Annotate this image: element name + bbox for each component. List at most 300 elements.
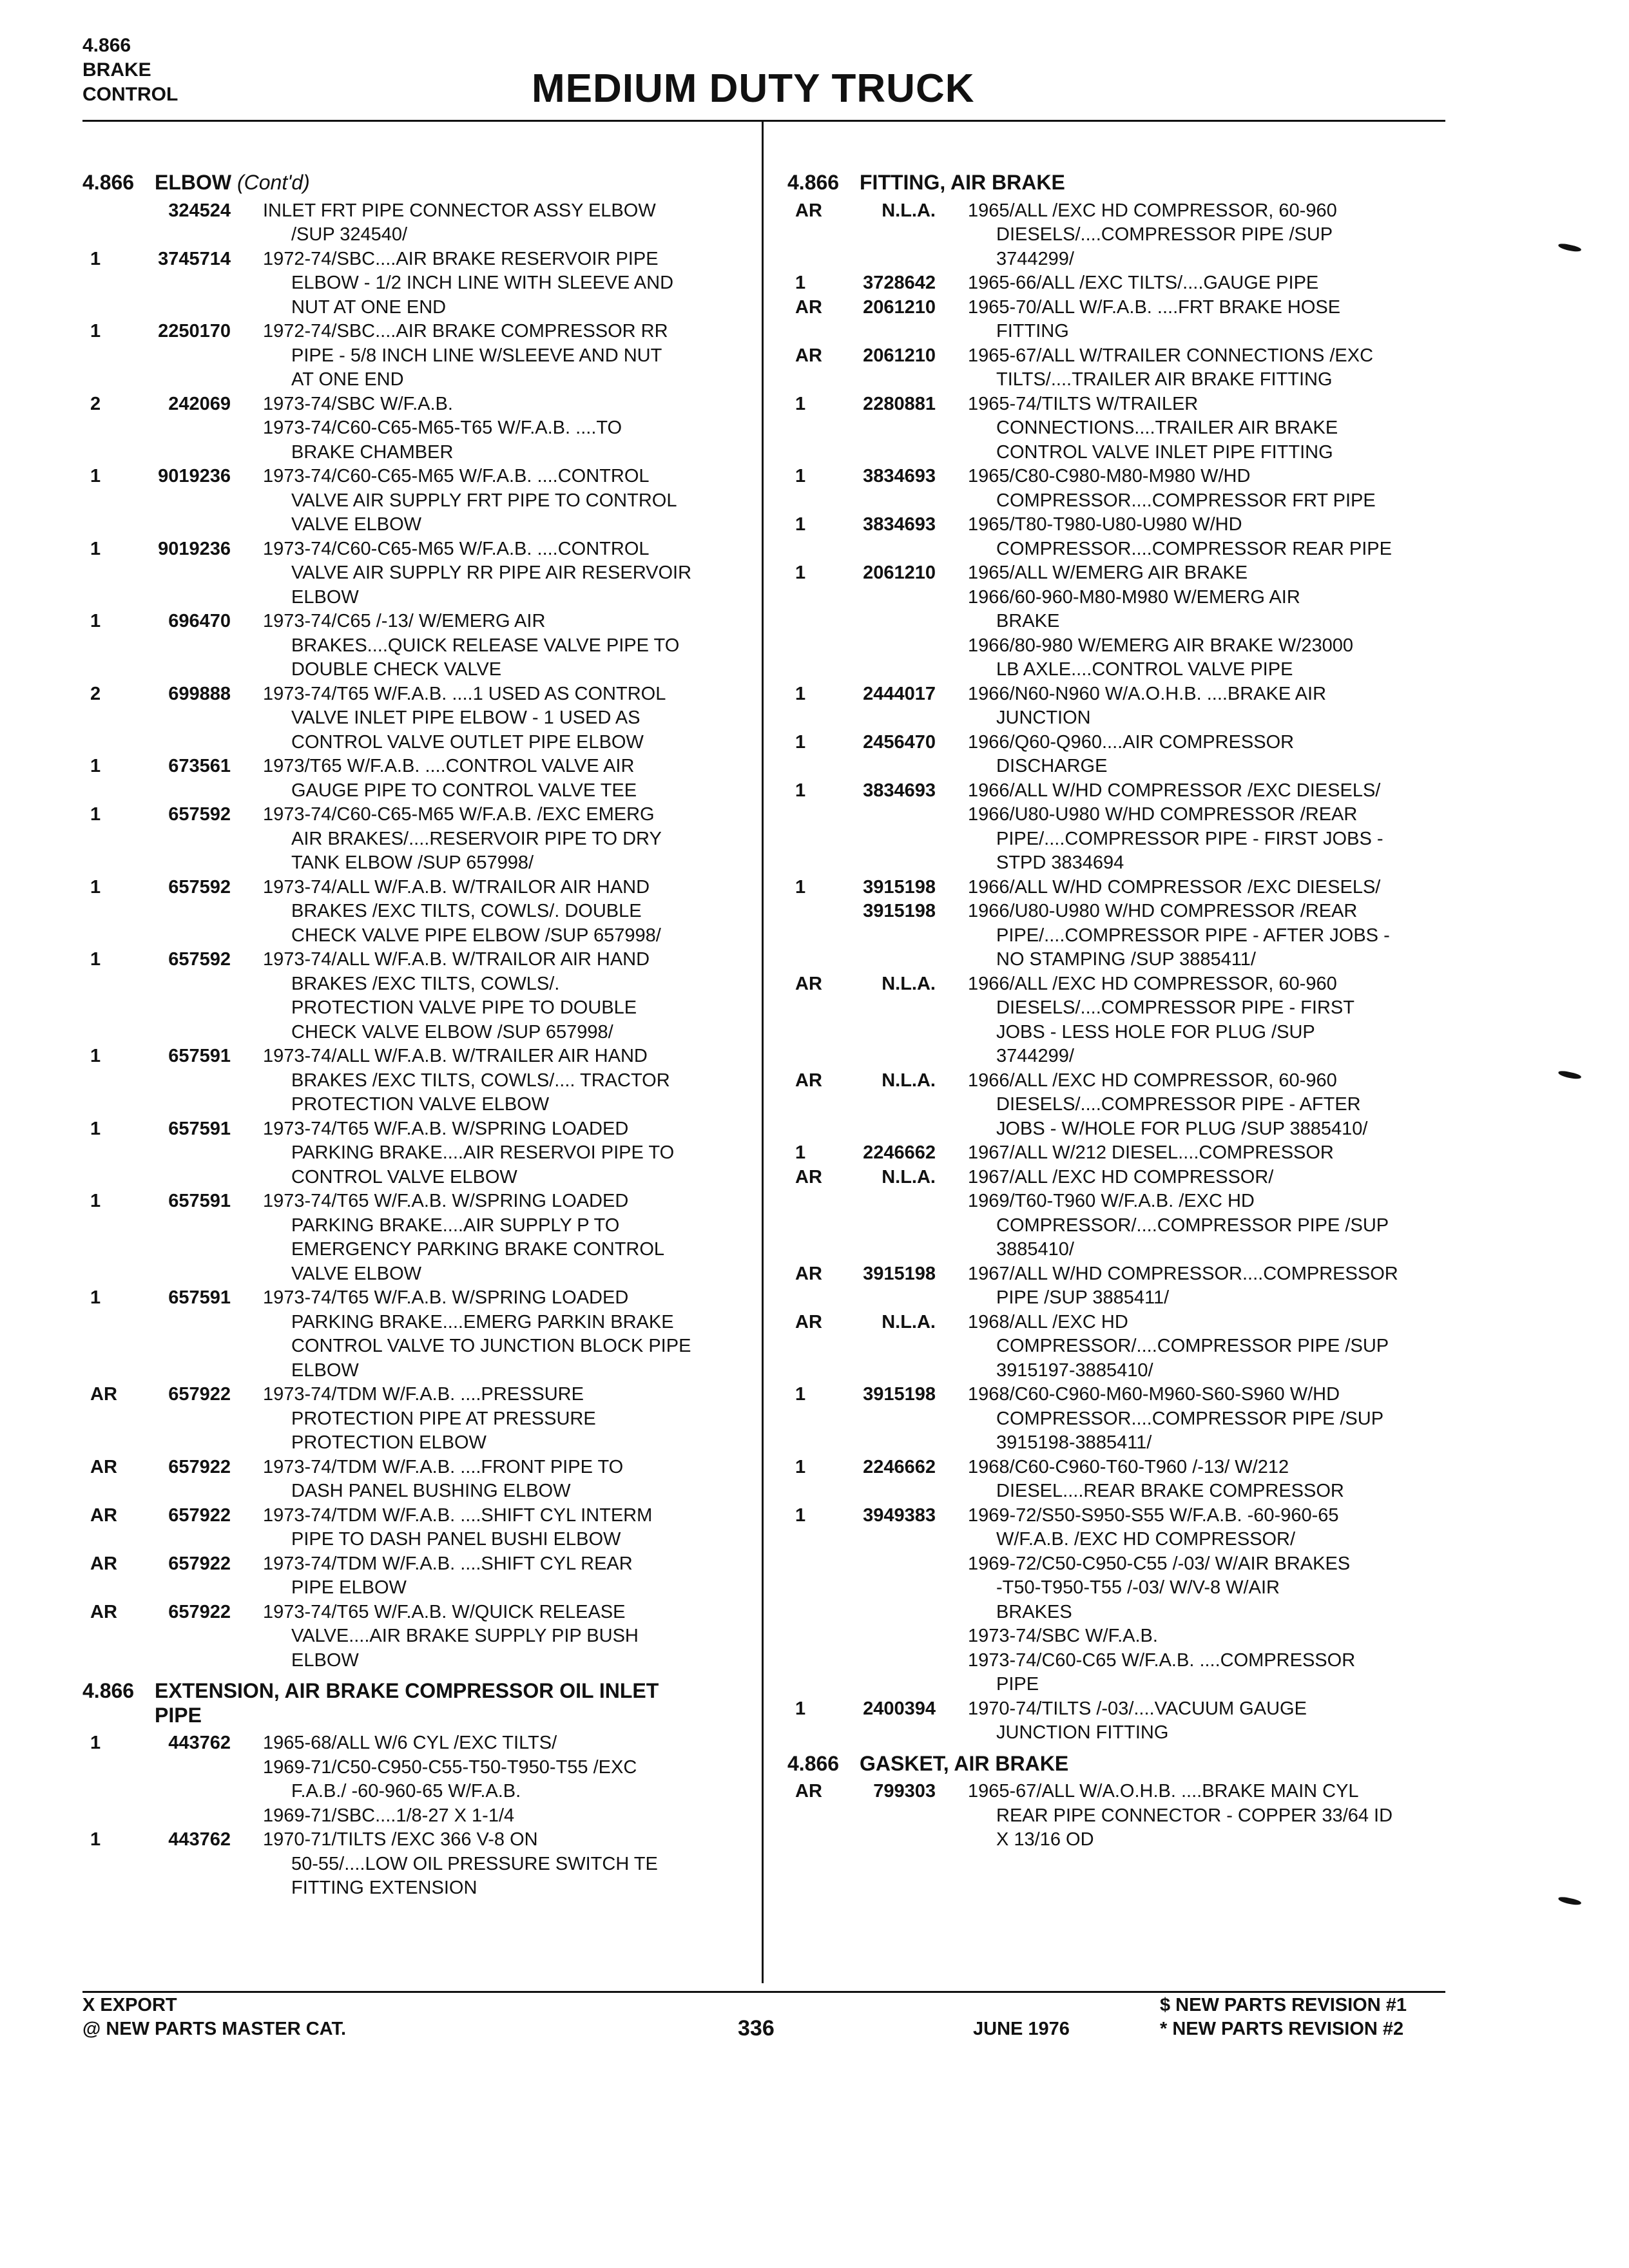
section-heading	[82, 171, 753, 195]
description-line: CHECK VALVE ELBOW /SUP 657998/	[291, 1021, 613, 1043]
description-line: CONTROL VALVE INLET PIPE FITTING	[996, 441, 1333, 463]
description-line: 3885410/	[996, 1239, 1074, 1260]
part-number-value: 2061210	[863, 296, 936, 318]
part-number	[134, 1456, 231, 1504]
description-line: 1965-67/ALL W/A.O.H.B. ....BRAKE MAIN CYL	[968, 1781, 1359, 1802]
part-description	[231, 1044, 753, 1117]
part-number	[134, 682, 231, 755]
description-line: /SUP 324540/	[291, 224, 408, 245]
part-entry	[82, 948, 753, 1044]
description-line: JUNCTION FITTING	[996, 1722, 1169, 1743]
description-line: 1972-74/SBC....AIR BRAKE RESERVOIR PIPE	[263, 248, 659, 269]
description-line: STPD 3834694	[996, 852, 1124, 873]
description-line: DIESELS/....COMPRESSOR PIPE /SUP	[996, 224, 1333, 245]
part-number-value: 3728642	[863, 273, 936, 293]
description-line: DIESEL....REAR BRAKE COMPRESSOR	[996, 1481, 1344, 1501]
part-quantity: 1	[795, 683, 806, 704]
part-number-value: 2246662	[863, 1142, 936, 1163]
description-line: 1969-72/S50-S950-S55 W/F.A.B. -60-960-65	[968, 1504, 1339, 1526]
part-number-value: 657922	[168, 1384, 231, 1405]
description-line: 1973-74/ALL W/F.A.B. W/TRAILER AIR HAND	[263, 1046, 648, 1066]
part-entry	[82, 682, 753, 755]
description-line: BRAKE	[996, 611, 1060, 631]
part-description	[936, 1141, 1445, 1166]
part-description	[231, 754, 753, 803]
part-description	[936, 271, 1445, 296]
left-column	[82, 164, 753, 1901]
description-line: PIPE	[996, 1674, 1039, 1695]
part-entry	[787, 731, 1445, 779]
part-number-value: 696470	[168, 611, 231, 631]
description-line: 1965-74/TILTS W/TRAILER	[968, 393, 1199, 414]
part-number-value: 657591	[168, 1287, 231, 1308]
description-line: 1973-74/SBC W/F.A.B.	[263, 393, 453, 414]
part-description	[231, 610, 753, 682]
part-number	[839, 1166, 936, 1262]
part-number-value: 657592	[168, 949, 231, 970]
description-line: DISCHARGE	[996, 756, 1108, 776]
part-description	[231, 1189, 753, 1286]
margin-tick-mark	[1557, 242, 1581, 253]
part-quantity: AR	[795, 1070, 822, 1091]
part-quantity: 1	[795, 1504, 806, 1526]
description-line: 1973-74/ALL W/F.A.B. W/TRAILOR AIR HAND	[263, 949, 650, 970]
part-quantity: 1	[795, 1142, 806, 1163]
part-number	[134, 1189, 231, 1286]
description-line: NO STAMPING /SUP 3885411/	[996, 949, 1256, 970]
description-line: CONTROL VALVE ELBOW	[291, 1166, 517, 1187]
description-line: 1973-74/T65 W/F.A.B. W/SPRING LOADED	[263, 1118, 629, 1139]
part-description	[231, 320, 753, 392]
description-line: GAUGE PIPE TO CONTROL VALVE TEE	[291, 780, 637, 801]
part-number	[839, 392, 936, 465]
part-number	[134, 199, 231, 247]
part-description	[936, 1166, 1445, 1262]
footer-revision-2: * NEW PARTS REVISION #2	[1160, 2019, 1404, 2039]
description-line: ELBOW	[291, 1360, 359, 1381]
part-entry	[82, 754, 753, 803]
description-line: PROTECTION VALVE ELBOW	[291, 1094, 550, 1115]
description-line: VALVE ELBOW	[291, 1263, 421, 1284]
part-quantity: 1	[90, 321, 101, 341]
footer-rule	[82, 1991, 1445, 1993]
part-number-value: 2061210	[863, 562, 936, 583]
part-quantity: 1	[795, 1384, 806, 1405]
description-line: BRAKE CHAMBER	[291, 441, 454, 463]
part-description	[231, 1383, 753, 1456]
description-line: 3744299/	[996, 248, 1074, 269]
part-entry	[82, 610, 753, 682]
section-note: (Cont'd)	[236, 171, 310, 194]
part-number	[134, 754, 231, 803]
part-entry	[82, 537, 753, 610]
part-number	[839, 1456, 936, 1504]
description-line: ELBOW	[291, 586, 359, 608]
description-line: NUT AT ONE END	[291, 296, 447, 318]
description-line: 1973-74/TDM W/F.A.B. ....SHIFT CYL INTERM	[263, 1504, 653, 1526]
description-line: INLET FRT PIPE CONNECTOR ASSY ELBOW	[263, 200, 656, 221]
description-line: 1973-74/T65 W/F.A.B. W/QUICK RELEASE	[263, 1601, 626, 1622]
description-line: JOBS - W/HOLE FOR PLUG /SUP 3885410/	[996, 1118, 1368, 1139]
part-number-value: 3745714	[158, 248, 231, 269]
part-number-value: N.L.A.	[882, 200, 936, 221]
part-description	[936, 296, 1445, 344]
part-number	[839, 1383, 936, 1456]
part-quantity: 1	[90, 466, 101, 486]
margin-tick-mark	[1557, 1896, 1581, 1906]
part-entry	[82, 465, 753, 537]
part-number	[839, 1069, 936, 1142]
part-quantity: 2	[90, 683, 101, 704]
description-line: 1965/ALL /EXC HD COMPRESSOR, 60-960	[968, 200, 1337, 221]
description-line: BRAKES /EXC TILTS, COWLS/.... TRACTOR	[291, 1070, 670, 1091]
part-quantity: 1	[795, 514, 806, 535]
part-number-value: N.L.A.	[882, 1166, 936, 1187]
part-quantity: 1	[90, 611, 101, 631]
description-line: REAR PIPE CONNECTOR - COPPER 33/64 ID	[996, 1805, 1393, 1826]
part-number-value: 657591	[168, 1118, 231, 1139]
part-description	[936, 199, 1445, 272]
description-line: CONTROL VALVE OUTLET PIPE ELBOW	[291, 731, 644, 753]
part-number	[839, 296, 936, 344]
part-entry	[787, 1780, 1445, 1852]
part-number	[839, 344, 936, 392]
part-quantity: AR	[795, 1311, 822, 1332]
part-entry	[787, 1697, 1445, 1745]
description-line: FITTING EXTENSION	[291, 1878, 477, 1898]
part-quantity: 1	[90, 1118, 101, 1139]
part-entry	[82, 1456, 753, 1504]
description-line: 1968/C60-C960-M60-M960-S60-S960 W/HD	[968, 1384, 1340, 1405]
description-line: 1965/C80-C980-M80-M980 W/HD	[968, 466, 1251, 486]
description-line: DIESELS/....COMPRESSOR PIPE - FIRST	[996, 997, 1354, 1018]
part-number-value: 2250170	[158, 321, 231, 341]
part-quantity: AR	[795, 296, 822, 318]
description-line: EMERGENCY PARKING BRAKE CONTROL	[291, 1239, 665, 1260]
margin-tick-mark	[1557, 1070, 1581, 1080]
description-line: 50-55/....LOW OIL PRESSURE SWITCH TE	[291, 1853, 658, 1874]
section-heading	[787, 1752, 1445, 1776]
description-line: LB AXLE....CONTROL VALVE PIPE	[996, 659, 1293, 680]
part-quantity: 1	[90, 804, 101, 825]
part-quantity: 1	[795, 876, 806, 898]
description-line: 1973-74/C60-C65-M65 W/F.A.B. ....CONTROL	[263, 466, 650, 486]
description-line: BRAKES	[996, 1601, 1072, 1622]
part-quantity: 1	[795, 562, 806, 583]
part-description	[231, 876, 753, 948]
part-number	[134, 392, 231, 465]
description-line: 1970-71/TILTS /EXC 366 V-8 ON	[263, 1829, 538, 1850]
part-number-value: 657592	[168, 876, 231, 898]
description-line: PARKING BRAKE....EMERG PARKIN BRAKE	[291, 1311, 674, 1332]
part-quantity: 1	[90, 949, 101, 970]
part-entry	[82, 199, 753, 247]
part-number	[839, 1311, 936, 1383]
part-number-value: 324524	[168, 200, 231, 221]
part-number	[134, 1731, 231, 1828]
part-number	[839, 1504, 936, 1697]
header-group-1: BRAKE	[82, 59, 151, 81]
footer-date: JUNE 1976	[973, 2019, 1070, 2039]
part-number	[134, 320, 231, 392]
part-quantity: 1	[90, 1287, 101, 1308]
description-line: 1966/ALL W/HD COMPRESSOR /EXC DIESELS/	[968, 876, 1381, 898]
part-quantity: 1	[795, 780, 806, 801]
description-line: X 13/16 OD	[996, 1829, 1094, 1850]
part-number-value: 2280881	[863, 393, 936, 414]
part-quantity: AR	[795, 973, 822, 994]
description-line: AT ONE END	[291, 369, 404, 390]
part-description	[936, 1311, 1445, 1383]
part-number-value: 657922	[168, 1553, 231, 1574]
part-entry	[787, 1383, 1445, 1456]
part-entry	[787, 682, 1445, 731]
section-heading	[82, 1679, 753, 1727]
part-description	[936, 1504, 1445, 1697]
part-entry	[787, 392, 1445, 465]
part-number	[839, 1780, 936, 1852]
description-line: 1968/ALL /EXC HD	[968, 1311, 1128, 1332]
description-line: COMPRESSOR/....COMPRESSOR PIPE /SUP	[996, 1336, 1389, 1356]
part-entry	[82, 803, 753, 876]
part-description	[231, 1552, 753, 1600]
description-line: 1966/60-960-M80-M980 W/EMERG AIR	[968, 586, 1300, 608]
part-description	[231, 682, 753, 755]
part-entry	[787, 876, 1445, 972]
part-entry	[787, 779, 1445, 876]
part-number	[839, 1141, 936, 1166]
part-entry	[82, 1552, 753, 1600]
section-title	[860, 1752, 1445, 1776]
part-number	[134, 1383, 231, 1456]
description-line: 1967/ALL W/HD COMPRESSOR....COMPRESSOR	[968, 1263, 1398, 1284]
part-entry	[82, 1383, 753, 1456]
description-line: PIPE /SUP 3885411/	[996, 1287, 1170, 1308]
part-entry	[82, 1286, 753, 1383]
section-title-text: EXTENSION, AIR BRAKE COMPRESSOR OIL INLET	[155, 1679, 659, 1702]
part-description	[936, 465, 1445, 513]
part-quantity: 1	[90, 756, 101, 776]
description-line: 1973-74/C60-C65-M65 W/F.A.B. /EXC EMERG	[263, 804, 655, 825]
description-line: TILTS/....TRAILER AIR BRAKE FITTING	[996, 369, 1333, 390]
description-line: F.A.B./ -60-960-65 W/F.A.B.	[291, 1781, 521, 1802]
page-number: 336	[738, 2016, 775, 2041]
section-title-text: FITTING, AIR BRAKE	[860, 171, 1065, 194]
section-code: 4.866	[82, 1679, 135, 1702]
part-entry	[82, 1600, 753, 1673]
description-line: CONNECTIONS....TRAILER AIR BRAKE	[996, 418, 1338, 438]
part-description	[936, 1383, 1445, 1456]
part-description	[936, 1780, 1445, 1852]
part-quantity: AR	[90, 1384, 117, 1405]
footer-master-legend: @ NEW PARTS MASTER CAT.	[82, 2019, 347, 2039]
description-line: 1973-74/TDM W/F.A.B. ....PRESSURE	[263, 1384, 584, 1405]
description-line: 1967/ALL /EXC HD COMPRESSOR/	[968, 1166, 1274, 1187]
description-line: 1969-71/SBC....1/8-27 X 1-1/4	[263, 1805, 515, 1826]
part-entry	[787, 344, 1445, 392]
part-entry	[787, 1504, 1445, 1697]
right-column	[787, 164, 1445, 1852]
part-number-value: 3915198	[863, 876, 936, 898]
part-quantity: AR	[795, 1166, 822, 1187]
part-quantity: 1	[795, 393, 806, 414]
part-quantity: AR	[795, 1781, 822, 1802]
section-title	[155, 171, 753, 195]
part-number-value: 443762	[168, 1733, 231, 1753]
description-line: DOUBLE CHECK VALVE	[291, 659, 502, 680]
part-number	[134, 1504, 231, 1552]
part-number-value: N.L.A.	[882, 1311, 936, 1332]
part-number	[839, 465, 936, 513]
part-number	[134, 948, 231, 1044]
section-title-text: ELBOW	[155, 171, 232, 194]
part-number	[839, 779, 936, 876]
part-description	[231, 1504, 753, 1552]
part-entry	[82, 247, 753, 320]
part-quantity: AR	[795, 1263, 822, 1284]
description-line: 1973-74/SBC W/F.A.B.	[968, 1626, 1158, 1646]
part-quantity: AR	[90, 1504, 117, 1526]
description-line: 1966/U80-U980 W/HD COMPRESSOR /REAR	[968, 901, 1358, 921]
description-line: VALVE AIR SUPPLY RR PIPE AIR RESERVOIR	[291, 562, 692, 583]
part-number-value: 699888	[168, 683, 231, 704]
part-description	[936, 731, 1445, 779]
part-number	[839, 876, 936, 972]
part-description	[936, 1069, 1445, 1142]
part-number-value: 3834693	[863, 466, 936, 486]
description-line: BRAKES /EXC TILTS, COWLS/.	[291, 973, 560, 994]
part-entry	[787, 1069, 1445, 1142]
description-line: VALVE....AIR BRAKE SUPPLY PIP BUSH	[291, 1626, 639, 1646]
part-description	[231, 247, 753, 320]
part-number-value: 657922	[168, 1504, 231, 1526]
part-description	[936, 779, 1445, 876]
part-entry	[82, 1117, 753, 1190]
part-number-alt: 3915198	[863, 901, 936, 921]
description-line: COMPRESSOR....COMPRESSOR REAR PIPE	[996, 538, 1392, 559]
description-line: COMPRESSOR/....COMPRESSOR PIPE /SUP	[996, 1215, 1389, 1236]
description-line: 3744299/	[996, 1046, 1074, 1066]
part-number-value: 443762	[168, 1829, 231, 1850]
page-title: MEDIUM DUTY TRUCK	[532, 66, 975, 111]
part-quantity: 1	[90, 538, 101, 559]
description-line: 1965-68/ALL W/6 CYL /EXC TILTS/	[263, 1733, 557, 1753]
part-description	[936, 1262, 1445, 1311]
description-line: 1966/80-980 W/EMERG AIR BRAKE W/23000	[968, 635, 1353, 656]
part-number	[134, 465, 231, 537]
part-quantity: 2	[90, 393, 101, 414]
description-line: PIPE/....COMPRESSOR PIPE - FIRST JOBS -	[996, 828, 1383, 849]
description-line: 1973-74/T65 W/F.A.B. W/SPRING LOADED	[263, 1287, 629, 1308]
part-entry	[82, 1044, 753, 1117]
part-quantity: 1	[795, 1456, 806, 1477]
description-line: 1966/ALL /EXC HD COMPRESSOR, 60-960	[968, 973, 1337, 994]
part-quantity: 1	[90, 876, 101, 898]
part-entry	[787, 1141, 1445, 1166]
header-group	[82, 34, 178, 107]
part-number-value: 657591	[168, 1046, 231, 1066]
part-description	[231, 1600, 753, 1673]
footer-revision-1: $ NEW PARTS REVISION #1	[1160, 1995, 1407, 2015]
part-number-value: N.L.A.	[882, 1070, 936, 1091]
section-heading	[787, 171, 1445, 195]
description-line: 1969-71/C50-C950-C55-T50-T950-T55 /EXC	[263, 1756, 637, 1778]
part-entry	[787, 296, 1445, 344]
part-number-value: N.L.A.	[882, 973, 936, 994]
description-line: 1965/ALL W/EMERG AIR BRAKE	[968, 562, 1248, 583]
description-line: ELBOW - 1/2 INCH LINE WITH SLEEVE AND	[291, 273, 674, 293]
part-number	[839, 1697, 936, 1745]
part-description	[936, 972, 1445, 1069]
description-line: PARKING BRAKE....AIR SUPPLY P TO	[291, 1215, 620, 1236]
description-line: PIPE/....COMPRESSOR PIPE - AFTER JOBS -	[996, 925, 1390, 946]
part-entry	[787, 561, 1445, 682]
section-title	[860, 171, 1445, 195]
part-entry	[787, 513, 1445, 561]
part-number-value: 657922	[168, 1601, 231, 1622]
part-number-value: 657592	[168, 804, 231, 825]
part-quantity: 1	[795, 273, 806, 293]
part-description	[231, 199, 753, 247]
description-line: 1973-74/ALL W/F.A.B. W/TRAILOR AIR HAND	[263, 876, 650, 898]
section-code: 4.866	[82, 171, 135, 194]
part-number	[839, 1262, 936, 1311]
part-number-value: 242069	[168, 393, 231, 414]
description-line: BRAKES /EXC TILTS, COWLS/. DOUBLE	[291, 901, 642, 921]
part-quantity: 1	[795, 1698, 806, 1719]
description-line: 1973-74/TDM W/F.A.B. ....FRONT PIPE TO	[263, 1456, 624, 1477]
description-line: 1969/T60-T960 W/F.A.B. /EXC HD	[968, 1191, 1255, 1211]
description-line: 1973-74/C60-C65 W/F.A.B. ....COMPRESSOR	[968, 1649, 1356, 1671]
part-entry	[82, 1828, 753, 1901]
part-entry	[787, 199, 1445, 272]
section-title-text: GASKET, AIR BRAKE	[860, 1751, 1069, 1775]
part-number	[839, 972, 936, 1069]
description-line: CHECK VALVE PIPE ELBOW /SUP 657998/	[291, 925, 661, 946]
description-line: 1966/ALL /EXC HD COMPRESSOR, 60-960	[968, 1070, 1337, 1091]
part-quantity: 1	[795, 466, 806, 486]
description-line: PIPE TO DASH PANEL BUSHI ELBOW	[291, 1529, 621, 1550]
part-number	[134, 1600, 231, 1673]
description-line: 1969-72/C50-C950-C55 /-03/ W/AIR BRAKES	[968, 1553, 1351, 1574]
part-description	[231, 392, 753, 465]
section-title-continued: PIPE	[155, 1703, 202, 1727]
part-description	[231, 1286, 753, 1383]
part-description	[936, 561, 1445, 682]
part-number	[134, 876, 231, 948]
part-number-value: 2400394	[863, 1698, 936, 1719]
description-line: W/F.A.B. /EXC HD COMPRESSOR/	[996, 1529, 1296, 1550]
description-line: COMPRESSOR....COMPRESSOR PIPE /SUP	[996, 1408, 1384, 1429]
description-line: VALVE INLET PIPE ELBOW - 1 USED AS	[291, 707, 641, 728]
description-line: PARKING BRAKE....AIR RESERVOI PIPE TO	[291, 1142, 675, 1163]
part-entry	[787, 1262, 1445, 1311]
description-line: JOBS - LESS HOLE FOR PLUG /SUP	[996, 1021, 1315, 1043]
part-quantity: AR	[795, 200, 822, 221]
part-number-value: 3834693	[863, 514, 936, 535]
part-entry	[787, 1456, 1445, 1504]
description-line: 1973-74/T65 W/F.A.B. ....1 USED AS CONTROL	[263, 683, 666, 704]
part-description	[231, 948, 753, 1044]
part-quantity: 1	[90, 248, 101, 269]
footer-left	[82, 1994, 346, 2041]
description-line: JUNCTION	[996, 707, 1091, 728]
part-number	[134, 537, 231, 610]
part-entry	[787, 271, 1445, 296]
part-number-value: 673561	[168, 756, 231, 776]
description-line: DASH PANEL BUSHING ELBOW	[291, 1481, 571, 1501]
part-number-value: 2456470	[863, 731, 936, 753]
